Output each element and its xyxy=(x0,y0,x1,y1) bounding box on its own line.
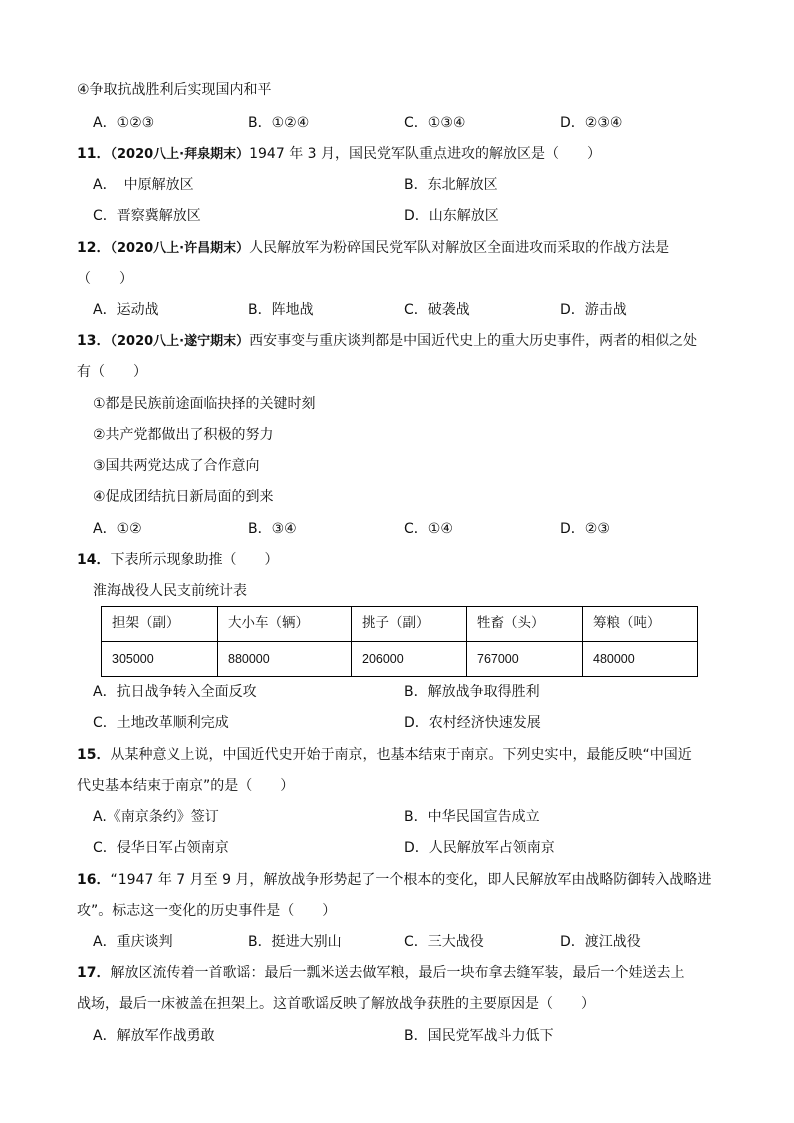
option-b[interactable]: B．挺进大别山 xyxy=(248,934,342,950)
option-c[interactable]: C．①④ xyxy=(404,521,453,537)
question-number: 11． xyxy=(77,146,111,162)
question-text: 解放区流传着一首歌谣：最后一瓢米送去做军粮，最后一块布拿去缝军装，最后一个娃送去上 xyxy=(110,965,685,981)
option-d[interactable]: D．②③④ xyxy=(560,115,623,131)
option-b[interactable]: B．中华民国宣告成立 xyxy=(404,809,540,825)
table-header-row xyxy=(102,607,698,642)
table-title: 淮海战役人民支前统计表 xyxy=(93,583,247,599)
option-a[interactable]: A．重庆谈判 xyxy=(93,934,173,950)
question-11 xyxy=(77,147,601,161)
option-c[interactable]: C．三大战役 xyxy=(404,934,484,950)
option-d[interactable]: D．渡江战役 xyxy=(560,934,641,950)
question-text-cont: 战场，最后一床被盖在担架上。这首歌谣反映了解放战争获胜的主要原因是（ ） xyxy=(77,996,595,1012)
question-text: “1947 年 7 月至 9 月，解放战争形势起了一个根本的变化，即人民解放军由战略防御转入战略进 xyxy=(110,872,712,888)
option-b[interactable]: B．阵地战 xyxy=(248,302,314,318)
statement-item-4: ④促成团结抗日新局面的到来 xyxy=(93,489,274,505)
option-c[interactable]: C．土地改革顺利完成 xyxy=(93,715,229,731)
table-cell: 880000 xyxy=(218,642,352,677)
question-17 xyxy=(77,966,684,980)
table-cell: 480000 xyxy=(583,642,698,677)
statement-item-1: ①都是民族前途面临抉择的关键时刻 xyxy=(93,396,316,412)
table-cell: 767000 xyxy=(467,642,583,677)
table-header-cell: 筹粮（吨） xyxy=(583,607,698,642)
question-number: 17． xyxy=(77,965,111,981)
question-text-cont: 攻”。标志这一变化的历史事件是（ ） xyxy=(77,903,337,919)
question-text: 西安事变与重庆谈判都是中国近代史上的重大历史事件，两者的相似之处 xyxy=(249,333,698,349)
table-header-cell: 挑子（副） xyxy=(352,607,467,642)
option-b[interactable]: B．东北解放区 xyxy=(404,177,498,193)
option-a[interactable]: A． 中原解放区 xyxy=(93,177,194,193)
option-b[interactable]: B．国民党军战斗力低下 xyxy=(404,1028,554,1044)
option-c[interactable]: C．破袭战 xyxy=(404,302,470,318)
option-d[interactable]: D．山东解放区 xyxy=(404,208,499,224)
table-header-cell: 牲畜（头） xyxy=(467,607,583,642)
question-text: 下表所示现象助推（ ） xyxy=(110,552,279,568)
table-row xyxy=(102,642,698,677)
statement-item-2: ②共产党都做出了积极的努力 xyxy=(93,427,274,443)
option-c[interactable]: C．①③④ xyxy=(404,115,466,131)
question-13 xyxy=(77,334,697,348)
question-text-cont: 代史基本结束于南京”的是（ ） xyxy=(77,778,295,794)
option-b[interactable]: B．③④ xyxy=(248,521,297,537)
option-d[interactable]: D．游击战 xyxy=(560,302,627,318)
option-a[interactable]: A．解放军作战勇敢 xyxy=(93,1028,215,1044)
question-number: 15． xyxy=(77,747,111,763)
question-text: 从某种意义上说，中国近代史开始于南京，也基本结束于南京。下列史实中，最能反映“中国近 xyxy=(110,747,692,763)
option-c[interactable]: C．晋察冀解放区 xyxy=(93,208,201,224)
question-number: 13． xyxy=(77,333,111,349)
question-14 xyxy=(77,553,278,567)
option-a[interactable]: A.《南京条约》签订 xyxy=(93,809,219,825)
option-b[interactable]: B．①②④ xyxy=(248,115,310,131)
question-text: 人民解放军为粉碎国民党军队对解放区全面进攻而采取的作战方法是 xyxy=(249,240,670,256)
table-cell: 305000 xyxy=(102,642,218,677)
question-12 xyxy=(77,241,669,255)
question-source: （2020八上·拜泉期末） xyxy=(110,147,250,162)
question-number: 12． xyxy=(77,240,111,256)
option-d[interactable]: D．②③ xyxy=(560,521,610,537)
table-cell: 206000 xyxy=(352,642,467,677)
option-a[interactable]: A．运动战 xyxy=(93,302,159,318)
statement-item-3: ③国共两党达成了合作意向 xyxy=(93,458,260,474)
question-15 xyxy=(77,748,692,762)
statement-item-4: ④争取抗战胜利后实现国内和平 xyxy=(77,82,272,98)
option-c[interactable]: C．侵华日军占领南京 xyxy=(93,840,229,856)
question-16 xyxy=(77,873,711,887)
question-source: （2020八上·遂宁期末） xyxy=(110,334,250,349)
question-text-cont: （ ） xyxy=(77,271,133,287)
option-a[interactable]: A．①②③ xyxy=(93,115,155,131)
question-source: （2020八上·许昌期末） xyxy=(110,241,250,256)
question-number: 16． xyxy=(77,872,111,888)
table-header-cell: 大小车（辆） xyxy=(218,607,352,642)
option-b[interactable]: B．解放战争取得胜利 xyxy=(404,684,540,700)
option-d[interactable]: D．农村经济快速发展 xyxy=(404,715,541,731)
option-d[interactable]: D．人民解放军占领南京 xyxy=(404,840,555,856)
option-a[interactable]: A．①② xyxy=(93,521,142,537)
table-header-cell: 担架（副） xyxy=(102,607,218,642)
question-text-cont: 有（ ） xyxy=(77,364,147,380)
statistics-table xyxy=(101,606,698,677)
question-text: 1947 年 3 月，国民党军队重点进攻的解放区是（ ） xyxy=(249,146,601,162)
option-a[interactable]: A．抗日战争转入全面反攻 xyxy=(93,684,257,700)
question-number: 14． xyxy=(77,552,111,568)
